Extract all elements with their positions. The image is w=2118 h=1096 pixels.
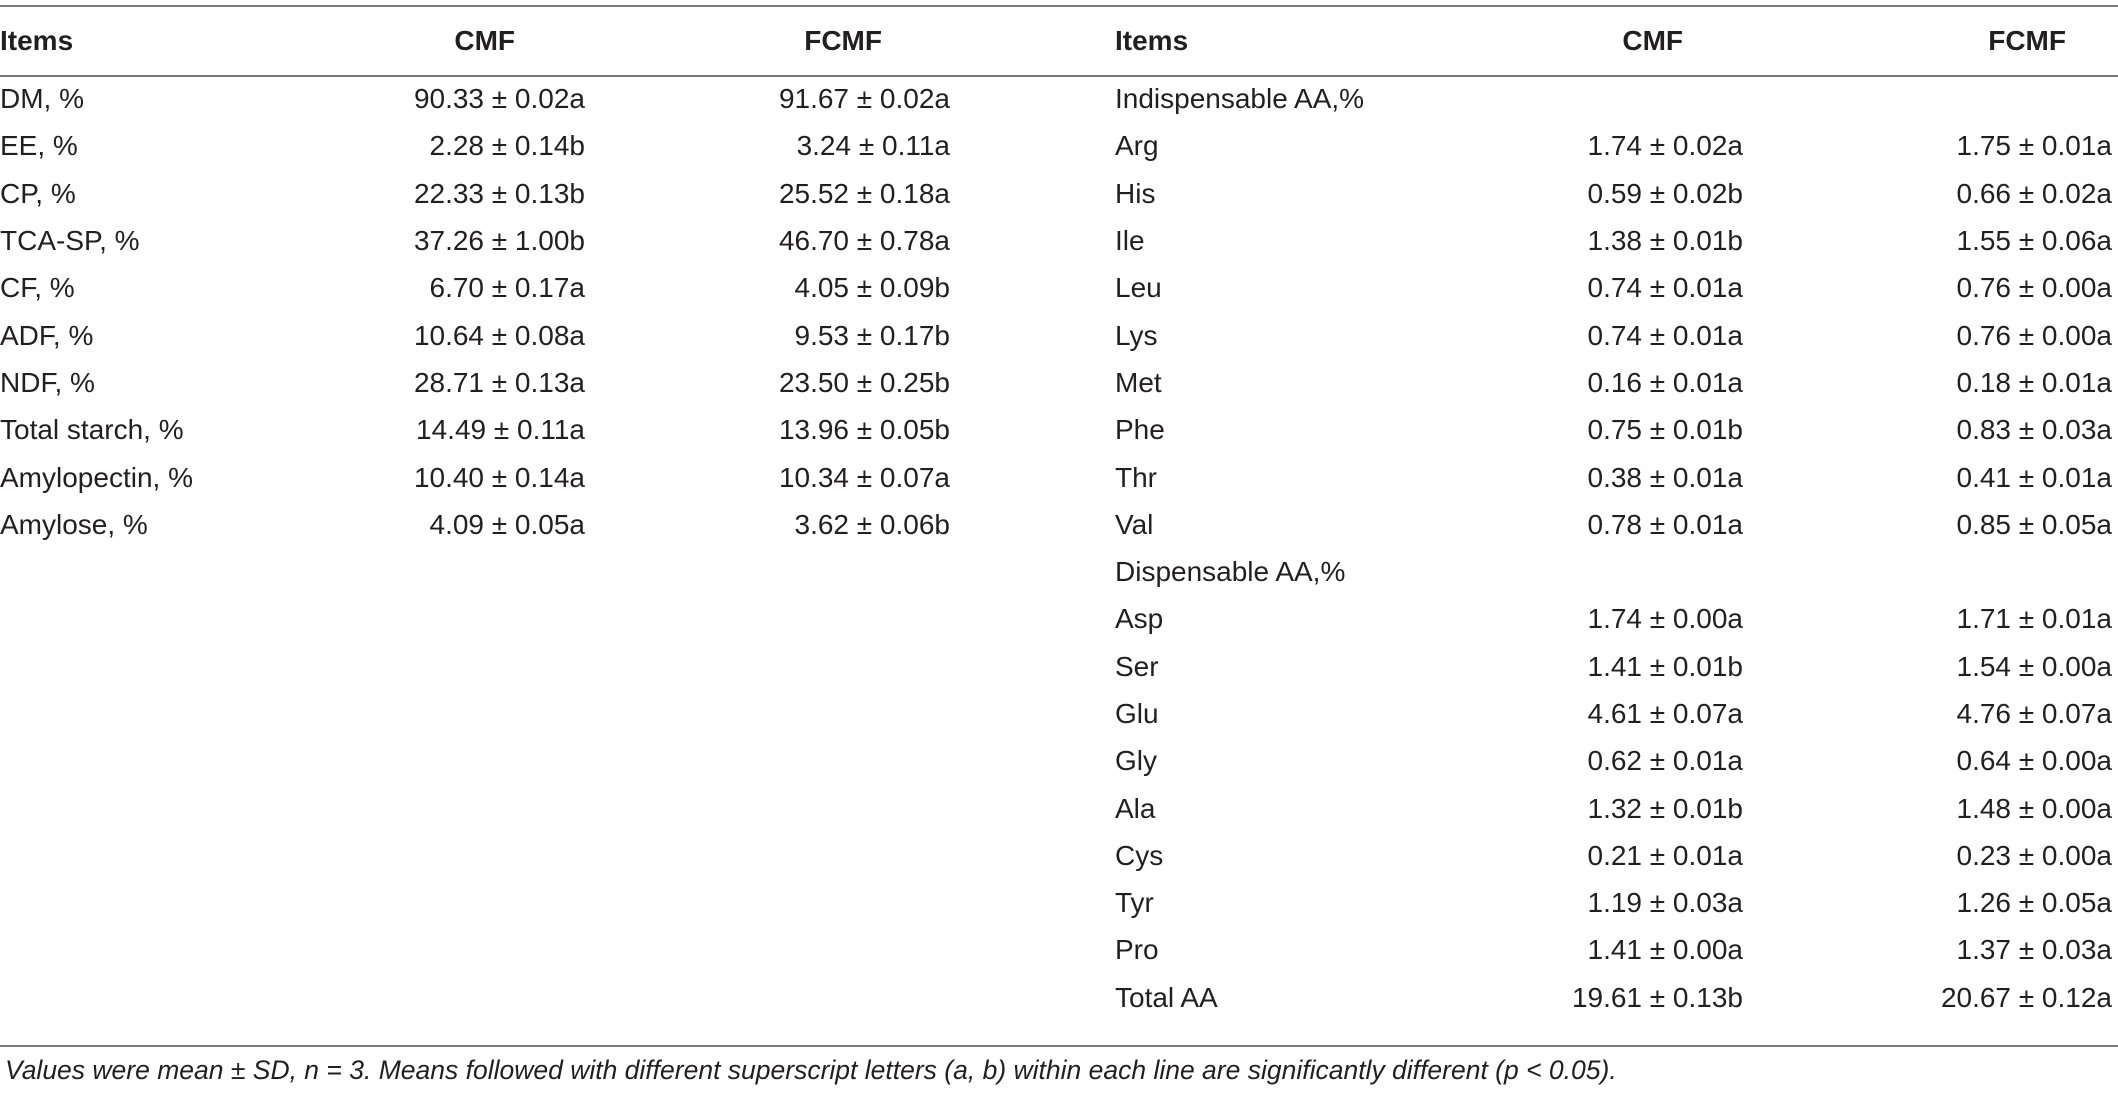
row-item-cell: Pro	[1115, 934, 1159, 966]
row-cmf-cell: 1.41 ± 0.01b	[1587, 650, 1743, 682]
row-cmf-cell: 0.74 ± 0.01a	[1587, 272, 1743, 304]
table-row	[1110, 122, 2118, 169]
table-row	[1110, 595, 2118, 642]
row-item-cell: Lys	[1115, 319, 1158, 351]
row-fcmf-cell: 0.23 ± 0.00a	[1956, 839, 2112, 871]
table-row	[1110, 453, 2118, 500]
row-fcmf-cell: 3.62 ± 0.06b	[794, 508, 950, 540]
table-row	[0, 122, 960, 169]
row-cmf-cell: 22.33 ± 0.13b	[413, 177, 585, 209]
row-fcmf-cell: 9.53 ± 0.17b	[794, 319, 950, 351]
row-item-cell: ADF, %	[0, 319, 94, 351]
row-fcmf-cell: 13.96 ± 0.05b	[778, 414, 950, 446]
row-item-cell: Thr	[1115, 461, 1157, 493]
right-table-body	[1110, 75, 2118, 1021]
row-cmf-cell: 0.75 ± 0.01b	[1587, 414, 1743, 446]
row-fcmf-cell: 0.66 ± 0.02a	[1956, 177, 2112, 209]
row-fcmf-cell: 4.76 ± 0.07a	[1956, 698, 2112, 729]
right-table	[1110, 7, 2118, 1021]
row-fcmf-cell: 0.41 ± 0.01a	[1956, 461, 2112, 493]
row-item-cell: Total starch, %	[0, 414, 184, 446]
row-fcmf-cell: 3.24 ± 0.11a	[796, 130, 950, 162]
row-fcmf-cell: 25.52 ± 0.18a	[778, 177, 950, 209]
row-fcmf-cell: 20.67 ± 0.12a	[1940, 981, 2112, 1013]
table-row	[0, 406, 960, 453]
table-row	[1110, 879, 2118, 926]
row-cmf-cell: 1.19 ± 0.03a	[1587, 887, 1743, 919]
row-fcmf-cell: 0.76 ± 0.00a	[1956, 319, 2112, 351]
right-header-items: Items	[1115, 25, 1189, 56]
row-fcmf-cell: 4.05 ± 0.09b	[794, 272, 950, 304]
row-item-cell: NDF, %	[0, 366, 95, 398]
row-item-cell: Ser	[1115, 650, 1159, 682]
row-fcmf-cell: 1.48 ± 0.00a	[1956, 792, 2112, 824]
table-row	[1110, 264, 2118, 311]
row-cmf-cell: 10.64 ± 0.08a	[413, 319, 585, 351]
row-item-cell: CP, %	[0, 177, 76, 209]
row-fcmf-cell: 0.85 ± 0.05a	[1956, 508, 2112, 540]
row-item-cell: Val	[1115, 508, 1154, 540]
row-fcmf-cell: 0.18 ± 0.01a	[1956, 366, 2112, 398]
row-item-cell: Gly	[1115, 745, 1157, 777]
row-fcmf-cell: 1.26 ± 0.05a	[1956, 887, 2112, 919]
table-row	[0, 311, 960, 358]
row-cmf-cell	[1430, 75, 1743, 122]
table-row	[0, 359, 960, 406]
row-item-cell: TCA-SP, %	[0, 225, 140, 257]
row-cmf-cell: 0.21 ± 0.01a	[1587, 839, 1743, 871]
left-header-cmf: CMF	[454, 25, 515, 56]
table-row	[0, 501, 960, 548]
table-row	[1110, 217, 2118, 264]
row-item-cell: Amylopectin, %	[0, 461, 193, 493]
row-cmf-cell: 90.33 ± 0.02a	[413, 83, 585, 115]
row-fcmf-cell: 1.55 ± 0.06a	[1956, 225, 2112, 257]
left-header-fcmf: FCMF	[804, 25, 882, 56]
row-cmf-cell: 37.26 ± 1.00b	[413, 225, 585, 257]
row-item-cell: Leu	[1115, 272, 1162, 304]
row-item-cell: Dispensable AA,%	[1115, 556, 1346, 588]
row-cmf-cell: 10.40 ± 0.14a	[413, 461, 585, 493]
table-row	[0, 170, 960, 217]
table-row	[1110, 737, 2118, 784]
row-cmf-cell: 0.38 ± 0.01a	[1587, 461, 1743, 493]
table-row	[1110, 832, 2118, 879]
row-item-cell: Glu	[1115, 698, 1159, 729]
row-item-cell: CF, %	[0, 272, 75, 304]
right-header-cmf: CMF	[1622, 25, 1683, 56]
row-fcmf-cell: 0.64 ± 0.00a	[1956, 745, 2112, 777]
table-row	[1110, 926, 2118, 973]
table-row	[0, 75, 960, 122]
row-cmf-cell: 28.71 ± 0.13a	[413, 366, 585, 398]
row-item-cell: DM, %	[0, 83, 84, 115]
row-item-cell: Ile	[1115, 225, 1145, 257]
row-item-cell: Ala	[1115, 792, 1156, 824]
row-cmf-cell: 1.74 ± 0.00a	[1587, 603, 1743, 635]
row-item-cell: Total AA	[1115, 981, 1218, 1013]
row-item-cell: EE, %	[0, 130, 78, 162]
row-fcmf-cell: 91.67 ± 0.02a	[778, 83, 950, 115]
table-row	[1110, 501, 2118, 548]
row-item-cell: Met	[1115, 366, 1162, 398]
row-cmf-cell: 0.78 ± 0.01a	[1587, 508, 1743, 540]
left-table	[0, 7, 960, 548]
row-item-cell: Phe	[1115, 414, 1165, 446]
row-fcmf-cell: 0.83 ± 0.03a	[1956, 414, 2112, 446]
left-table-body	[0, 75, 960, 548]
row-cmf-cell: 1.32 ± 0.01b	[1587, 792, 1743, 824]
row-cmf-cell: 6.70 ± 0.17a	[429, 272, 585, 304]
row-fcmf-cell: 46.70 ± 0.78a	[778, 225, 950, 257]
row-item-cell: Amylose, %	[0, 508, 148, 540]
table-row	[0, 264, 960, 311]
right-table-header-row	[1110, 7, 2118, 75]
row-cmf-cell: 14.49 ± 0.11a	[416, 414, 585, 446]
row-item-cell: Indispensable AA,%	[1115, 83, 1365, 115]
row-cmf-cell: 19.61 ± 0.13b	[1571, 981, 1743, 1013]
table-row	[1110, 690, 2118, 737]
row-cmf-cell: 4.61 ± 0.07a	[1587, 698, 1743, 729]
table-footnote: Values were mean ± SD, n = 3. Means followed with different superscript letters (a, b) within each line are significantly different (p < 0.05).	[5, 1055, 1617, 1085]
row-cmf-cell: 0.59 ± 0.02b	[1587, 177, 1743, 209]
table-row	[0, 453, 960, 500]
row-fcmf-cell: 0.76 ± 0.00a	[1956, 272, 2112, 304]
row-item-cell: Tyr	[1115, 887, 1154, 919]
left-header-items: Items	[0, 25, 74, 56]
table-row	[1110, 406, 2118, 453]
table-row	[1110, 974, 2118, 1021]
right-header-fcmf: FCMF	[1988, 25, 2066, 56]
table-row	[1110, 548, 2118, 595]
row-item-cell: Cys	[1115, 839, 1164, 871]
row-fcmf-cell: 1.37 ± 0.03a	[1956, 934, 2112, 966]
table-row	[0, 217, 960, 264]
row-fcmf-cell: 10.34 ± 0.07a	[778, 461, 950, 493]
row-fcmf-cell: 1.75 ± 0.01a	[1956, 130, 2112, 162]
row-cmf-cell: 0.62 ± 0.01a	[1587, 745, 1743, 777]
row-cmf-cell: 4.09 ± 0.05a	[429, 508, 585, 540]
row-fcmf-cell: 1.54 ± 0.00a	[1956, 650, 2112, 682]
table-row	[1110, 170, 2118, 217]
row-fcmf-cell: 1.71 ± 0.01a	[1956, 603, 2112, 635]
table-row	[1110, 359, 2118, 406]
row-fcmf-cell	[1743, 548, 2118, 595]
table-row	[1110, 784, 2118, 831]
row-item-cell: Arg	[1115, 130, 1159, 162]
left-table-header-row	[0, 7, 960, 75]
table-row	[1110, 643, 2118, 690]
row-cmf-cell: 1.74 ± 0.02a	[1587, 130, 1743, 162]
row-item-cell: His	[1115, 177, 1156, 209]
row-cmf-cell: 1.41 ± 0.00a	[1587, 934, 1743, 966]
row-cmf-cell: 2.28 ± 0.14b	[429, 130, 585, 162]
row-fcmf-cell	[1743, 75, 2118, 122]
row-cmf-cell	[1430, 548, 1743, 595]
table-row	[1110, 75, 2118, 122]
row-fcmf-cell: 23.50 ± 0.25b	[778, 366, 950, 398]
row-cmf-cell: 0.74 ± 0.01a	[1587, 319, 1743, 351]
row-cmf-cell: 1.38 ± 0.01b	[1587, 225, 1743, 257]
row-item-cell: Asp	[1115, 603, 1164, 635]
table-row	[1110, 311, 2118, 358]
row-cmf-cell: 0.16 ± 0.01a	[1587, 366, 1743, 398]
